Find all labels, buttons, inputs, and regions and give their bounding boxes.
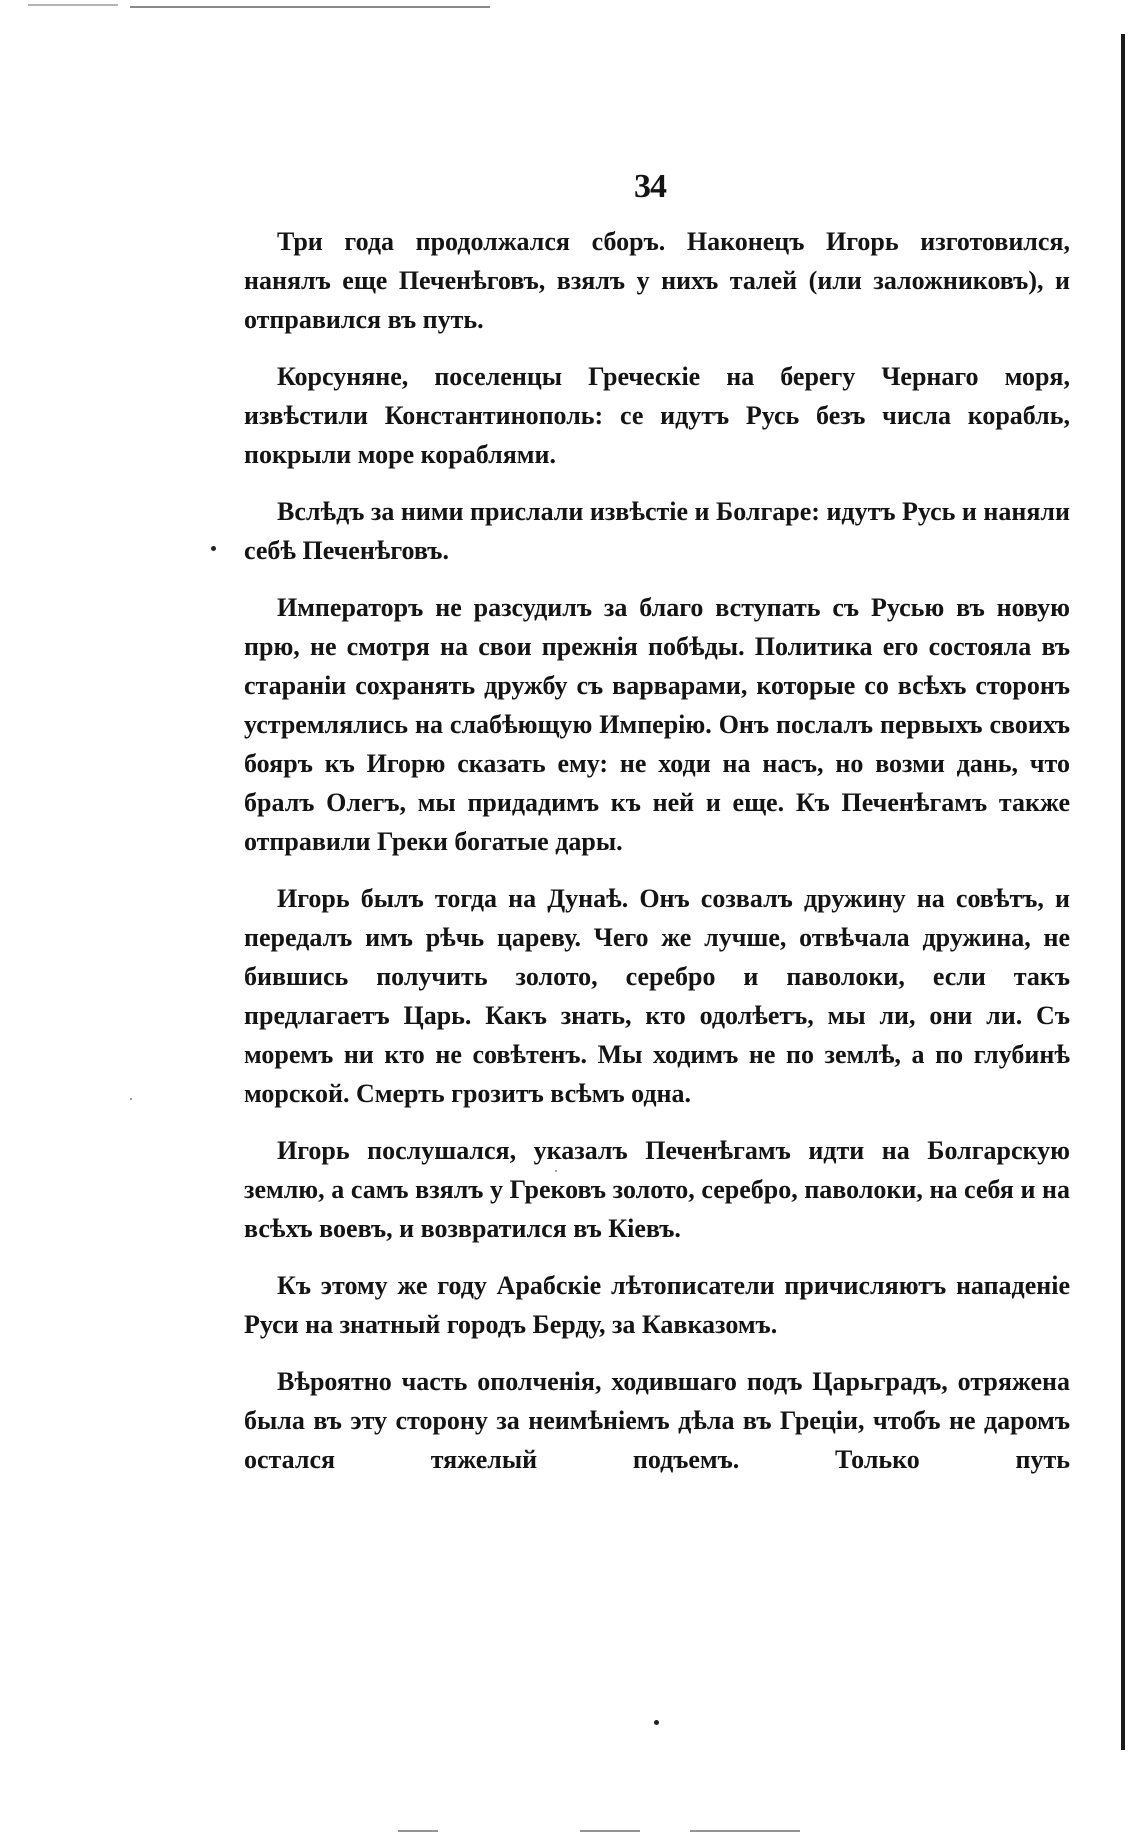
scan-edge-bottom-mark-2: [580, 1830, 640, 1832]
body-text: [244, 222, 1070, 1497]
stray-dot-bottom: [654, 1720, 659, 1725]
margin-speck-left: [130, 1098, 132, 1100]
scan-edge-top-mark-left: [28, 4, 118, 6]
margin-dot: [211, 546, 216, 551]
page-number: 34: [634, 168, 666, 205]
scan-edge-bottom-mark-1: [398, 1830, 438, 1832]
paragraph-3: Вслѣдъ за ними прислали извѣстіе и Болгаре: идутъ Русь и наняли себѣ Печенѣговъ.: [244, 497, 1070, 565]
scan-edge-top-mark: [130, 6, 490, 8]
paragraph-5: Игорь былъ тогда на Дунаѣ. Онъ созвалъ дружину на совѣтъ, и передалъ имъ рѣчь цареву. Чего же лучше, отвѣчала дружина, не бившись получить золото, серебро и паволоки, если такъ предлагаетъ Царь. Какъ знать, кто одолѣетъ, мы ли, они ли. Съ моремъ ни кто не совѣтенъ. Мы ходимъ не по землѣ, а по глубинѣ морской. Смерть грозитъ всѣмъ одна.: [244, 884, 1070, 1108]
paragraph-8: Вѣроятно часть ополченія, ходившаго подъ Царьградъ, отряжена была въ эту сторону за неимѣніемъ дѣла въ Греціи, чтобъ не даромъ остался тяжелый подъемъ. Только путь: [244, 1367, 1070, 1474]
paragraph-6: Игорь послушался, указалъ Печенѣгамъ идти на Болгарскую землю, а самъ взялъ у Грековъ золото, серебро, паволоки, на себя и на всѣхъ воевъ, и возвратился въ Кіевъ.: [244, 1136, 1070, 1243]
scan-edge-right-border: [1121, 34, 1125, 1750]
paragraph-7: Къ этому же году Арабскіе лѣтописатели причисляютъ нападеніе Руси на знатный городъ Берду, за Кавказомъ.: [244, 1271, 1070, 1339]
scan-edge-bottom-mark-3: [690, 1830, 800, 1832]
paragraph-2: Корсуняне, поселенцы Греческіе на берегу Чернаго моря, извѣстили Константинополь: се идутъ Русь безъ числа корабль, покрыли море кораблями.: [244, 362, 1070, 469]
paragraph-1: Три года продолжался сборъ. Наконецъ Игорь изготовился, нанялъ еще Печенѣговъ, взялъ у нихъ талей (или заложниковъ), и отправился въ путь.: [244, 227, 1070, 334]
paragraph-4: Императоръ не разсудилъ за благо вступать съ Русью въ новую прю, не смотря на свои прежнія побѣды. Политика его состояла въ стараніи сохранять дружбу съ варварами, которые со всѣхъ сторонъ устремлялись на слабѣющую Имперію. Онъ послалъ первыхъ своихъ бояръ къ Игорю сказать ему: не ходи на насъ, но возми дань, что бралъ Олегъ, мы придадимъ къ ней и еще. Къ Печенѣгамъ также отправили Греки богатые дары.: [244, 593, 1070, 856]
